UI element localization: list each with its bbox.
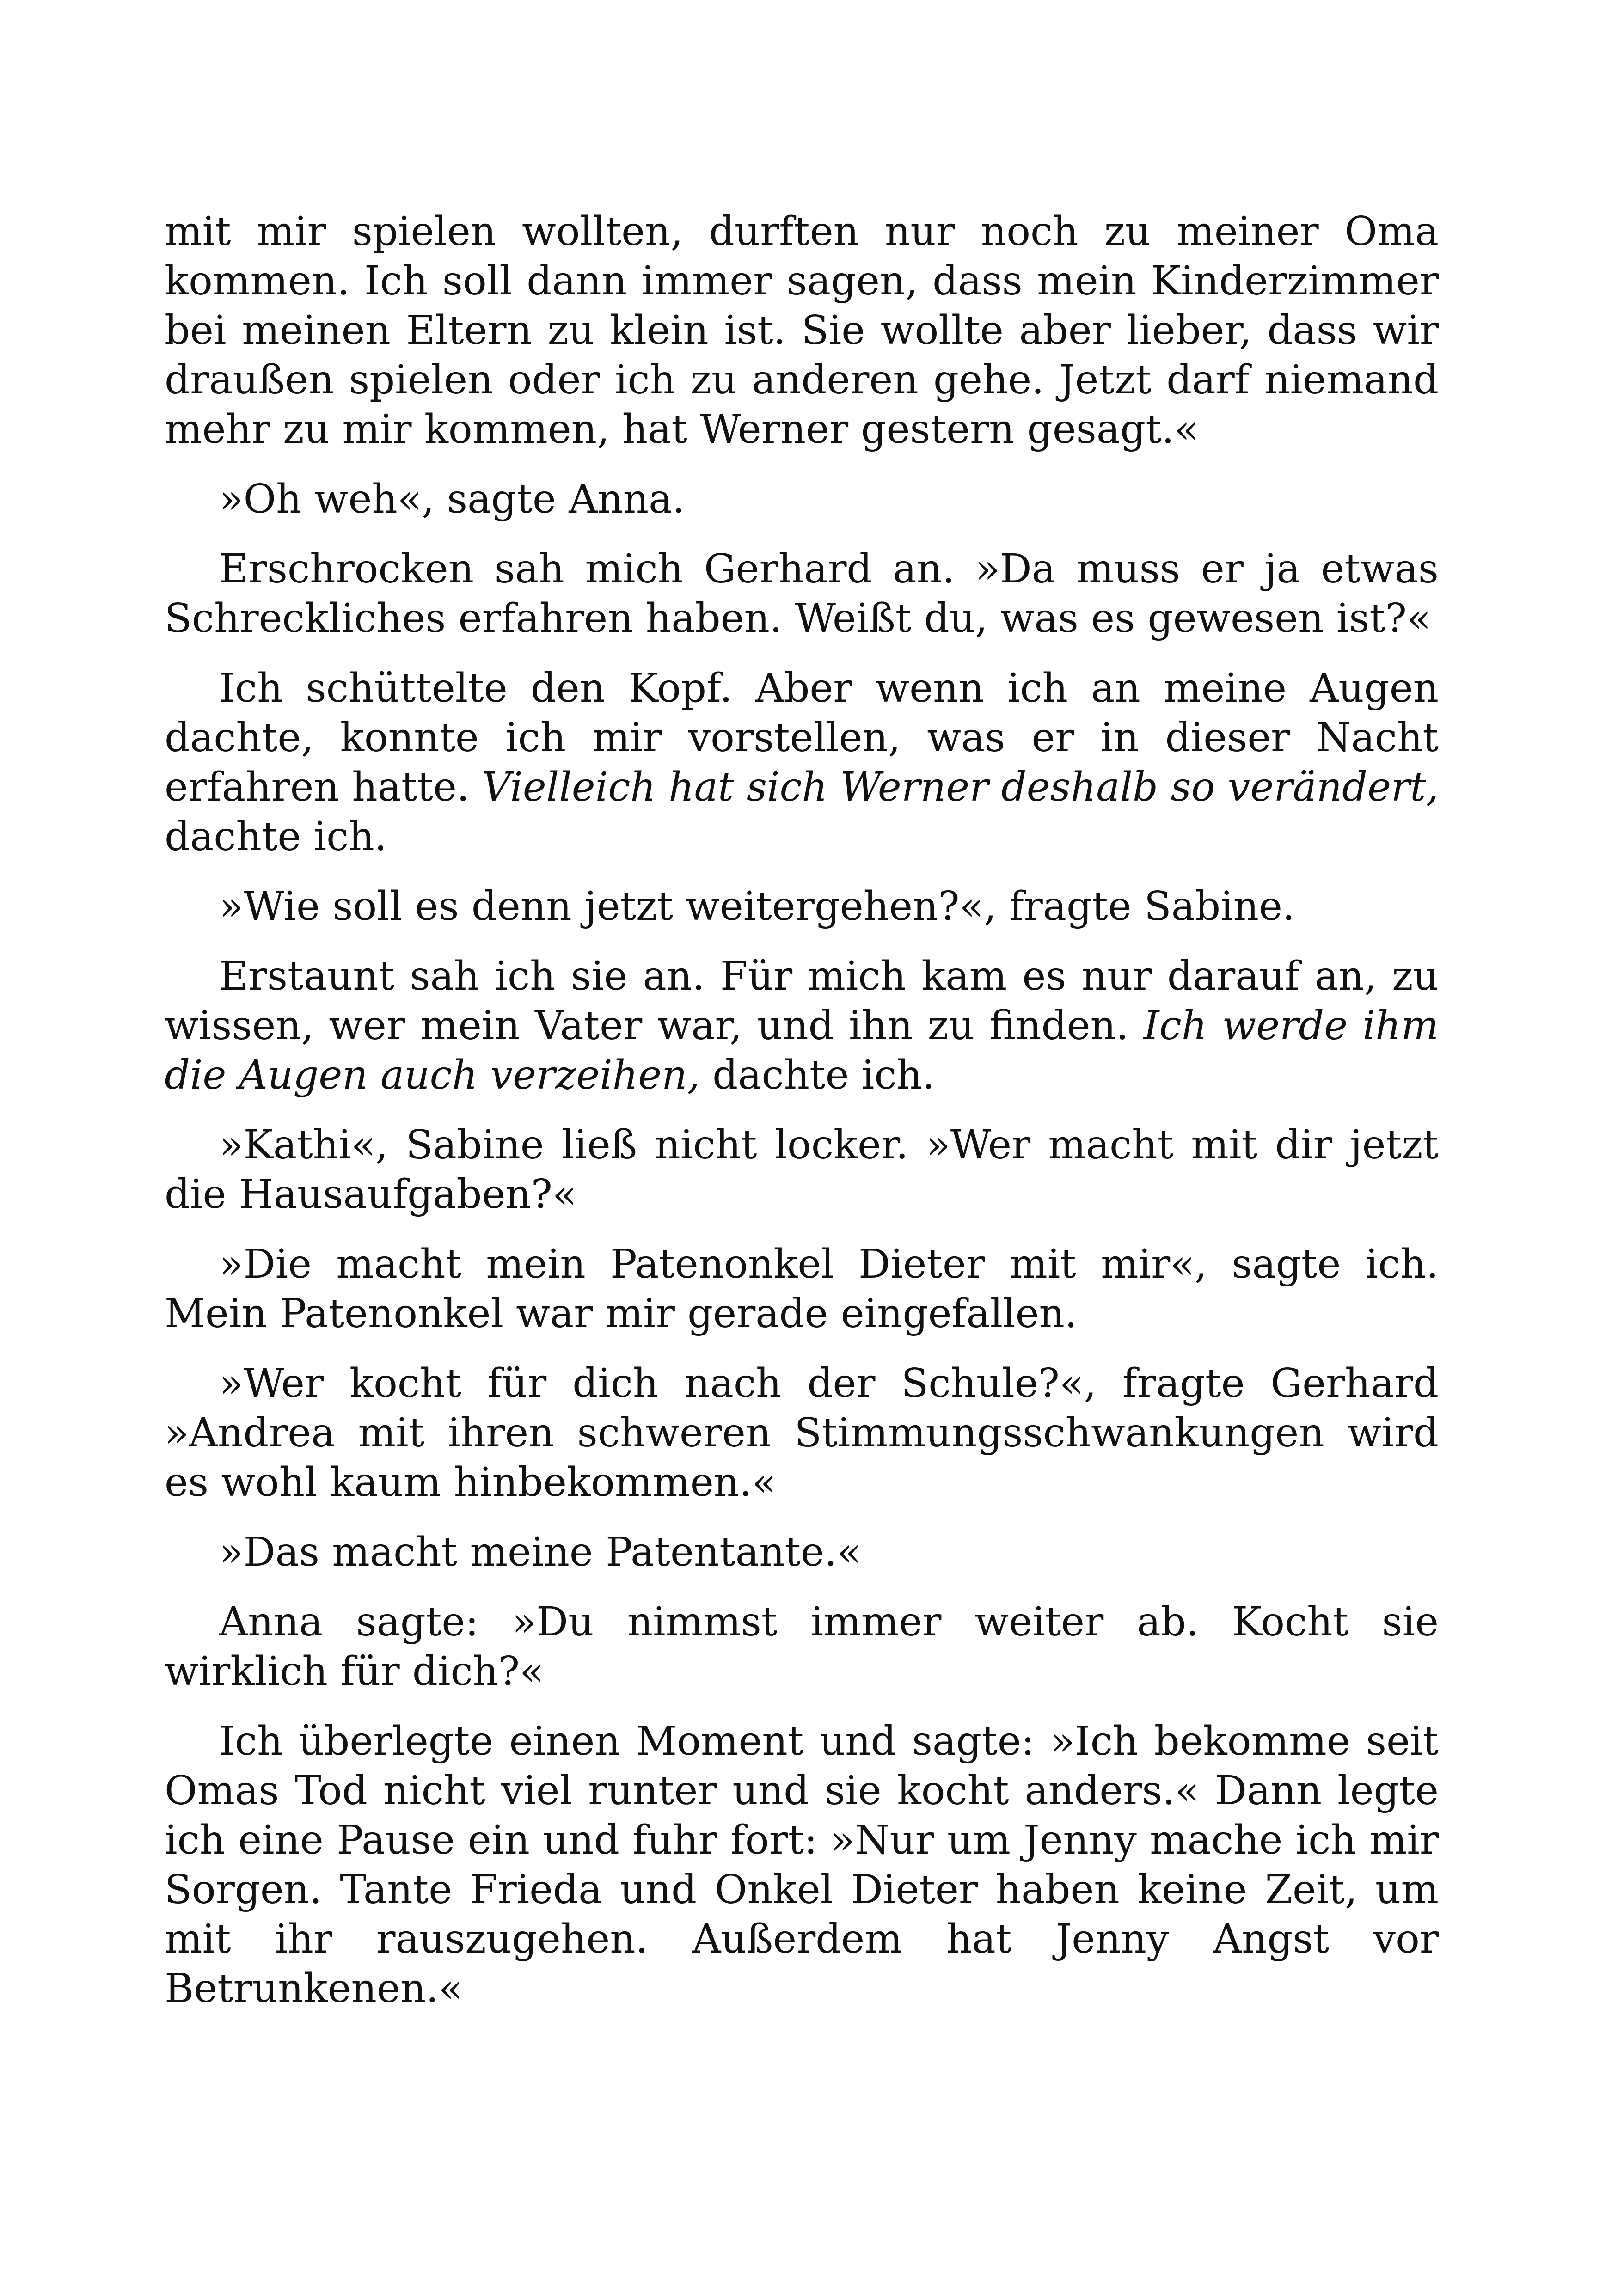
paragraph: [165, 1120, 1439, 1219]
text-run: »Das macht meine Patentante.«: [219, 1529, 861, 1575]
paragraph: [165, 952, 1439, 1100]
paragraph: [165, 545, 1439, 643]
paragraph: [165, 207, 1439, 454]
text-run: dachte ich.: [165, 814, 387, 860]
paragraph: [165, 1528, 1439, 1577]
text-run: Ich überlegte einen Moment und sagte: »Ich bekomme seit Omas Tod nicht viel runter und sie kocht anders.« Dann legte ich eine Pause ein und fuhr fort: »Nur um Jenny mache ich mir Sorgen. Tante Frieda und Onkel Dieter haben keine Zeit, um mit ihr rauszugehen. Außerdem hat Jenny Angst vor Betrunkenen.«: [165, 1718, 1439, 2012]
text-run: Anna sagte: »Du nimmst immer weiter ab. Kocht sie wirklich für dich?«: [165, 1599, 1439, 1695]
paragraph: [165, 1598, 1439, 1696]
text-run: dachte ich.: [699, 1052, 935, 1098]
italic-text: Vielleich hat sich Werner deshalb so verändert,: [482, 764, 1439, 810]
text-run: »Die macht mein Patenonkel Dieter mit mir«, sagte ich. Mein Patenonkel war mir gerade eingefallen.: [165, 1241, 1439, 1337]
text-run: »Wie soll es denn jetzt weitergehen?«, fragte Sabine.: [219, 883, 1295, 930]
paragraph: [165, 1717, 1439, 2014]
text-run: Erschrocken sah mich Gerhard an. »Da muss er ja etwas Schreckliches erfahren haben. Weißt du, was es gewesen ist?«: [165, 546, 1439, 642]
text-run: »Kathi«, Sabine ließ nicht locker. »Wer macht mit dir jetzt die Hausaufgaben?«: [165, 1122, 1439, 1218]
paragraph: [165, 664, 1439, 862]
paragraph: [165, 1240, 1439, 1339]
book-page: [165, 207, 1439, 2034]
text-run: »Oh weh«, sagte Anna.: [219, 476, 685, 522]
paragraph: [165, 1359, 1439, 1507]
text-run: Ich schüttelte den Kopf. Aber wenn ich an meine Augen dachte, konnte ich mir vorstellen, was er in dieser Nacht erfahren hatte.: [165, 665, 1439, 810]
text-run: mit mir spielen wollten, durften nur noch zu meiner Oma kommen. Ich soll dann immer sagen, dass mein Kinderzimmer bei meinen Eltern zu klein ist. Sie wollte aber lieber, dass wir draußen spielen oder ich zu anderen gehe. Jetzt darf niemand mehr zu mir kommen, hat Werner gestern gesagt.«: [165, 208, 1439, 453]
paragraph: [165, 882, 1439, 931]
italic-text: Ich werde ihm die Augen auch verzeihen,: [165, 1003, 1439, 1098]
text-run: Erstaunt sah ich sie an. Für mich kam es nur darauf an, zu wissen, wer mein Vater war, und ihn zu finden.: [165, 953, 1439, 1049]
text-run: »Wer kocht für dich nach der Schule?«, fragte Gerhard »Andrea mit ihren schweren Stimmungsschwankungen wird es wohl kaum hinbekommen.«: [165, 1360, 1439, 1506]
paragraph: [165, 475, 1439, 524]
